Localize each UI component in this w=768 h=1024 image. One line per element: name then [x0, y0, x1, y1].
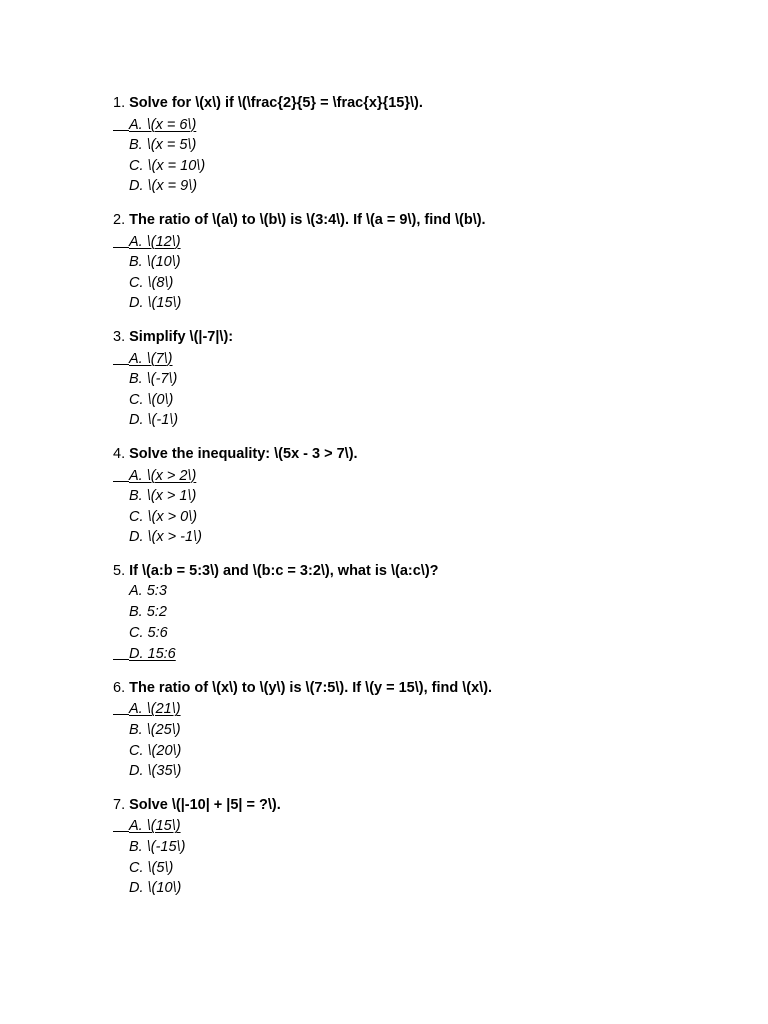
- option-correct: [113, 348, 173, 370]
- question-item: [113, 210, 733, 314]
- option: C. \(0\): [129, 391, 174, 408]
- question-number: 3.: [113, 328, 126, 345]
- option: D. \(-1\): [129, 412, 179, 429]
- question-line: [113, 327, 733, 348]
- option-list: [113, 114, 733, 197]
- question-text: The ratio of \(x\) to \(y\) is \(7:5\). If \(y = 15\), find \(x\).: [129, 679, 493, 696]
- option-correct: [113, 698, 181, 720]
- option-list: [113, 581, 733, 664]
- answer-mark: [113, 815, 129, 832]
- question-text: If \(a:b = 5:3\) and \(b:c = 3:2\), what is \(a:c\)?: [129, 562, 439, 579]
- question-list: [113, 93, 733, 912]
- option: B. \(-7\): [129, 371, 178, 388]
- option-correct: [113, 815, 181, 837]
- option-label: A. \(12\): [129, 233, 181, 250]
- option-list: [113, 815, 733, 898]
- option-correct: [113, 643, 176, 665]
- option: B. \(x > 1\): [129, 488, 197, 505]
- question-number: 2.: [113, 211, 126, 228]
- question-text: Simplify \(|-7|\):: [129, 328, 234, 345]
- option: C. \(x = 10\): [129, 157, 206, 174]
- option-label: D. 15:6: [129, 646, 176, 663]
- question-text: The ratio of \(a\) to \(b\) is \(3:4\). If \(a = 9\), find \(b\).: [129, 211, 486, 228]
- question-item: [113, 327, 733, 431]
- question-number: 7.: [113, 796, 126, 813]
- option: C. \(20\): [129, 742, 182, 759]
- question-number: 6.: [113, 679, 126, 696]
- option: B. \(x = 5\): [129, 137, 197, 154]
- question-number: 5.: [113, 562, 126, 579]
- question-line: [113, 795, 733, 816]
- question-line: [113, 678, 733, 699]
- question-number: 4.: [113, 445, 126, 462]
- question-text: Solve \(|-10| + |5| = ?\).: [129, 796, 281, 813]
- question-line: [113, 444, 733, 465]
- option: D. \(15\): [129, 295, 182, 312]
- option: D. \(10\): [129, 880, 182, 897]
- option-correct: [113, 465, 196, 487]
- option: B. \(25\): [129, 722, 181, 739]
- option-correct: [113, 114, 196, 136]
- option: B. 5:2: [129, 604, 167, 621]
- option-label: A. \(7\): [129, 350, 173, 367]
- option: B. \(-15\): [129, 839, 186, 855]
- question-number: 1.: [113, 95, 126, 111]
- option-list: [113, 231, 733, 314]
- option: D. \(x = 9\): [129, 178, 198, 195]
- option-list: [113, 348, 733, 431]
- option: D. \(x > -1\): [129, 529, 202, 546]
- option-label: A. \(15\): [129, 818, 181, 835]
- question-text: Solve the inequality: \(5x - 3 > 7\).: [129, 445, 358, 462]
- option-label: A. \(x = 6\): [129, 116, 197, 133]
- answer-mark: [113, 643, 129, 660]
- answer-mark: [113, 698, 129, 715]
- option: C. \(x > 0\): [129, 508, 198, 525]
- question-item: [113, 678, 733, 782]
- answer-mark: [113, 231, 129, 248]
- option: C. 5:6: [129, 624, 168, 641]
- question-item: [113, 93, 733, 197]
- option-label: A. \(21\): [129, 701, 181, 718]
- question-item: [113, 444, 733, 548]
- option-list: [113, 698, 733, 781]
- option: C. \(8\): [129, 274, 174, 291]
- option: B. \(10\): [129, 254, 181, 271]
- answer-mark: [113, 348, 129, 365]
- option: C. \(5\): [129, 859, 174, 876]
- answer-mark: [113, 465, 129, 482]
- answer-mark: [113, 114, 129, 131]
- question-line: [113, 561, 733, 582]
- question-line: [113, 210, 733, 231]
- question-item: [113, 561, 733, 665]
- option-correct: [113, 231, 181, 253]
- question-item: [113, 795, 733, 899]
- option-list: [113, 465, 733, 548]
- option: A. 5:3: [129, 583, 167, 600]
- option: D. \(35\): [129, 763, 182, 780]
- option-label: A. \(x > 2\): [129, 467, 197, 484]
- question-line: [113, 93, 733, 114]
- question-text: Solve for \(x\) if \(\frac{2}{5} = \frac{x}{15}\).: [129, 95, 423, 111]
